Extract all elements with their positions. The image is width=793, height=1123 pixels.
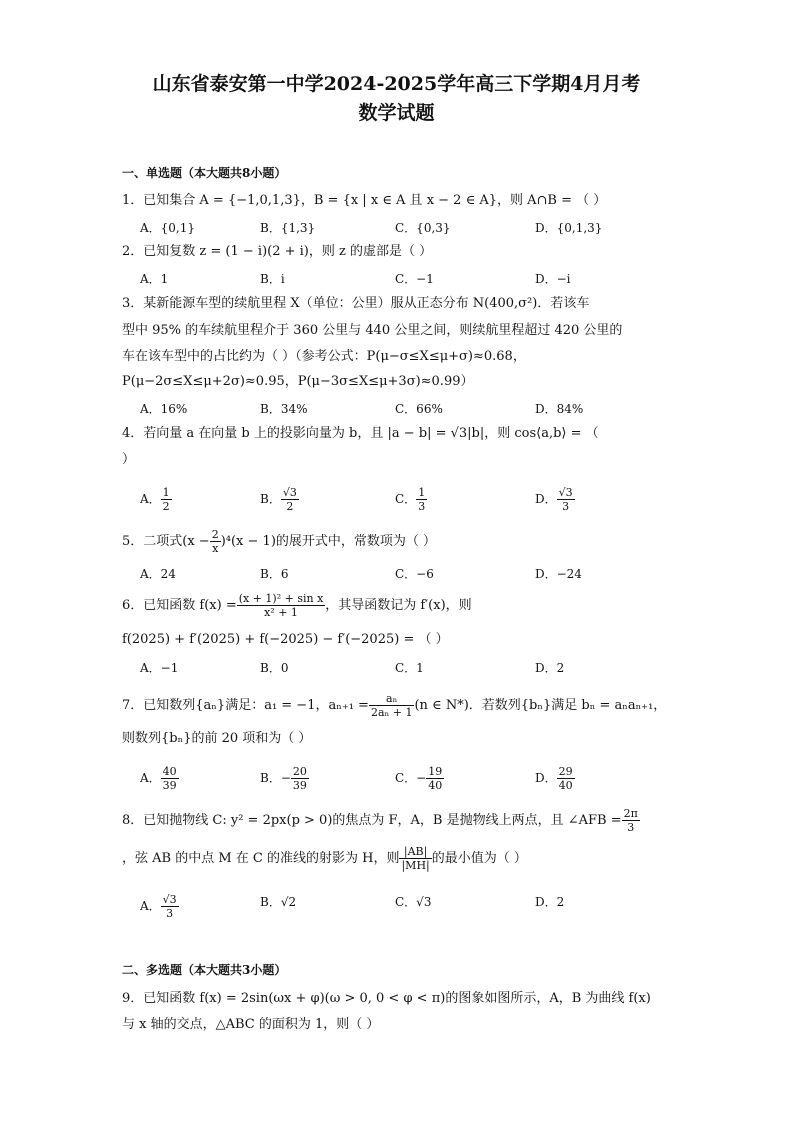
- option-c: C．1: [395, 661, 424, 675]
- fraction: [557, 486, 575, 513]
- section-heading-single-choice: 一、单选题（本大题共8小题）: [122, 166, 287, 180]
- question-text: 的最小值为（ ）: [431, 851, 527, 866]
- fraction: [399, 845, 431, 872]
- denominator: 40: [558, 779, 573, 792]
- question-7-options: [140, 765, 660, 792]
- question-text: 7．已知数列{aₙ}满足：a₁ = −1，aₙ₊₁ =: [122, 698, 369, 713]
- numerator: aₙ: [369, 692, 415, 706]
- numerator: 19: [428, 765, 443, 778]
- denominator: 2: [286, 500, 294, 513]
- numerator: 40: [162, 765, 177, 778]
- denominator: 2: [162, 500, 170, 513]
- question-text: ，弦 AB 的中点 M 在 C 的准线的射影为 H，则: [122, 851, 400, 866]
- option-label: C．: [395, 492, 417, 506]
- option-a: A．16%: [140, 402, 188, 416]
- numerator: 29: [558, 765, 573, 778]
- numerator: 20: [292, 765, 307, 778]
- option-a: A．−1: [140, 661, 179, 675]
- question-8-options: [140, 893, 660, 920]
- question-4-line-2: ）: [122, 452, 136, 467]
- fraction: [557, 765, 575, 792]
- fraction: [426, 765, 444, 792]
- question-7-line-2: 则数列{bₙ}的前 20 项和为（ ）: [122, 731, 312, 746]
- denominator: 3: [166, 907, 174, 920]
- option-a: [140, 893, 179, 920]
- denominator: 3: [627, 821, 635, 834]
- question-1: 1．已知集合 A = {−1,0,1,3}，B = {x | x ∈ A 且 x − 2 ∈ A}，则 A∩B = （ ）: [122, 193, 607, 208]
- fraction: [281, 486, 299, 513]
- numerator: 2: [211, 528, 219, 541]
- fraction: [161, 486, 172, 513]
- fraction: [416, 486, 427, 513]
- option-d: D．2: [535, 661, 565, 675]
- question-text: ，其导函数记为 f′(x)，则: [325, 598, 472, 613]
- option-label: A．: [140, 492, 161, 506]
- option-c: C．66%: [395, 402, 443, 416]
- option-label: A．: [140, 771, 161, 785]
- question-7-line-1: [122, 692, 666, 719]
- question-text: 5．二项式(x −: [122, 534, 210, 549]
- option-label: B．−: [260, 771, 291, 785]
- question-2: 2．已知复数 z = (1 − i)(2 + i)，则 z 的虚部是（ ）: [122, 244, 433, 259]
- question-3-options: [140, 400, 660, 416]
- option-c: C．−1: [395, 272, 434, 286]
- question-3-line-1: 3．某新能源车型的续航里程 X（单位：公里）服从正态分布 N(400,σ²)．若该车: [122, 296, 590, 311]
- denominator: 39: [162, 779, 177, 792]
- denominator: x² + 1: [264, 606, 298, 619]
- question-text: 8．已知抛物线 C: y² = 2px(p > 0)的焦点为 F，A，B 是抛物线上两点，且 ∠AFB =: [122, 813, 622, 828]
- option-a: [140, 765, 179, 792]
- fraction: [210, 528, 221, 555]
- question-9-line-1: 9．已知函数 f(x) = 2sin(ωx + φ)(ω > 0, 0 < φ < π)的图象如图所示，A，B 为曲线 f(x): [122, 991, 651, 1006]
- question-6-line-2: f(2025) + f′(2025) + f(−2025) − f′(−2025) = （ ）: [122, 632, 449, 647]
- fraction: [161, 893, 179, 920]
- exam-subtitle: 数学试题: [358, 102, 435, 124]
- numerator: 2π: [623, 807, 638, 820]
- option-d: D．{0,1,3}: [535, 221, 603, 235]
- question-3-line-3: 车在该车型中的占比约为（ ）（参考公式：P(μ−σ≤X≤μ+σ)≈0.68，: [122, 349, 526, 364]
- option-c: C．{0,3}: [395, 221, 451, 235]
- option-b: B．√2: [260, 895, 297, 909]
- question-2-options: [140, 270, 660, 286]
- option-d: D．84%: [535, 402, 584, 416]
- option-label: D．: [535, 492, 557, 506]
- numerator: √3: [282, 486, 297, 499]
- denominator: 2aₙ + 1: [370, 706, 413, 719]
- option-b: B．0: [260, 661, 289, 675]
- option-b: B．6: [260, 567, 289, 581]
- question-text: )⁴(x − 1)的展开式中，常数项为（ ）: [220, 534, 437, 549]
- option-label: C．−: [395, 771, 427, 785]
- question-3-line-4: P(μ−2σ≤X≤μ+2σ)≈0.95，P(μ−3σ≤X≤μ+3σ)≈0.99）: [122, 374, 474, 389]
- question-6-line-1: [122, 592, 472, 619]
- numerator: √3: [558, 486, 573, 499]
- option-a: A．1: [140, 272, 169, 286]
- fraction: [622, 807, 640, 834]
- option-a: [140, 486, 172, 513]
- question-9-line-2: 与 x 轴的交点，△ABC 的面积为 1，则（ ）: [122, 1017, 380, 1032]
- question-5: [122, 528, 436, 555]
- question-5-options: [140, 565, 660, 581]
- denominator: 40: [428, 779, 443, 792]
- option-d: [535, 486, 575, 513]
- option-d: D．−i: [535, 272, 571, 286]
- numerator: 1: [418, 486, 426, 499]
- option-b: [260, 765, 309, 792]
- denominator: |MH|: [401, 859, 430, 872]
- exam-title: 山东省泰安第一中学2024-2025学年高三下学期4月月考: [152, 73, 641, 95]
- option-b: B．i: [260, 272, 285, 286]
- option-d: D．2: [535, 895, 565, 909]
- numerator: (x + 1)² + sin x: [238, 592, 324, 605]
- question-4-line-1: 4．若向量 a 在向量 b 上的投影向量为 b，且 |a − b| = √3|b|，则 cos⟨a,b⟩ = （: [122, 426, 599, 441]
- question-6-options: [140, 659, 660, 675]
- question-text: 6．已知函数 f(x) =: [122, 598, 237, 613]
- option-c: C．−6: [395, 567, 434, 581]
- numerator: √3: [162, 893, 177, 906]
- numerator: |AB|: [399, 845, 431, 859]
- option-label: B．: [260, 492, 281, 506]
- option-label: D．: [535, 771, 557, 785]
- denominator: x: [212, 542, 219, 555]
- option-label: A．: [140, 899, 161, 913]
- section-heading-multiple-choice: 二、多选题（本大题共3小题）: [122, 963, 287, 977]
- option-b: [260, 486, 299, 513]
- question-8-line-2: [122, 845, 527, 872]
- option-d: D．−24: [535, 567, 582, 581]
- option-a: A．{0,1}: [140, 221, 196, 235]
- fraction: [161, 765, 179, 792]
- option-d: [535, 765, 575, 792]
- option-c: C．√3: [395, 895, 432, 909]
- question-text: (n ∈ N*)．若数列{bₙ}满足 bₙ = aₙaₙ₊₁，: [414, 698, 667, 713]
- fraction: [369, 692, 415, 719]
- denominator: 3: [418, 500, 426, 513]
- question-8-line-1: [122, 807, 640, 834]
- question-3-line-2: 型中 95% 的车续航里程介于 360 公里与 440 公里之间，则续航里程超过 420 公里的: [122, 323, 623, 338]
- numerator: 1: [162, 486, 170, 499]
- fraction: [291, 765, 309, 792]
- option-b: B．34%: [260, 402, 308, 416]
- option-b: B．{1,3}: [260, 221, 316, 235]
- denominator: 39: [292, 779, 307, 792]
- option-a: A．24: [140, 567, 176, 581]
- fraction: [237, 592, 326, 619]
- option-c: [395, 486, 427, 513]
- question-1-options: [140, 219, 660, 235]
- option-c: [395, 765, 444, 792]
- denominator: 3: [562, 500, 570, 513]
- question-4-options: [140, 486, 660, 513]
